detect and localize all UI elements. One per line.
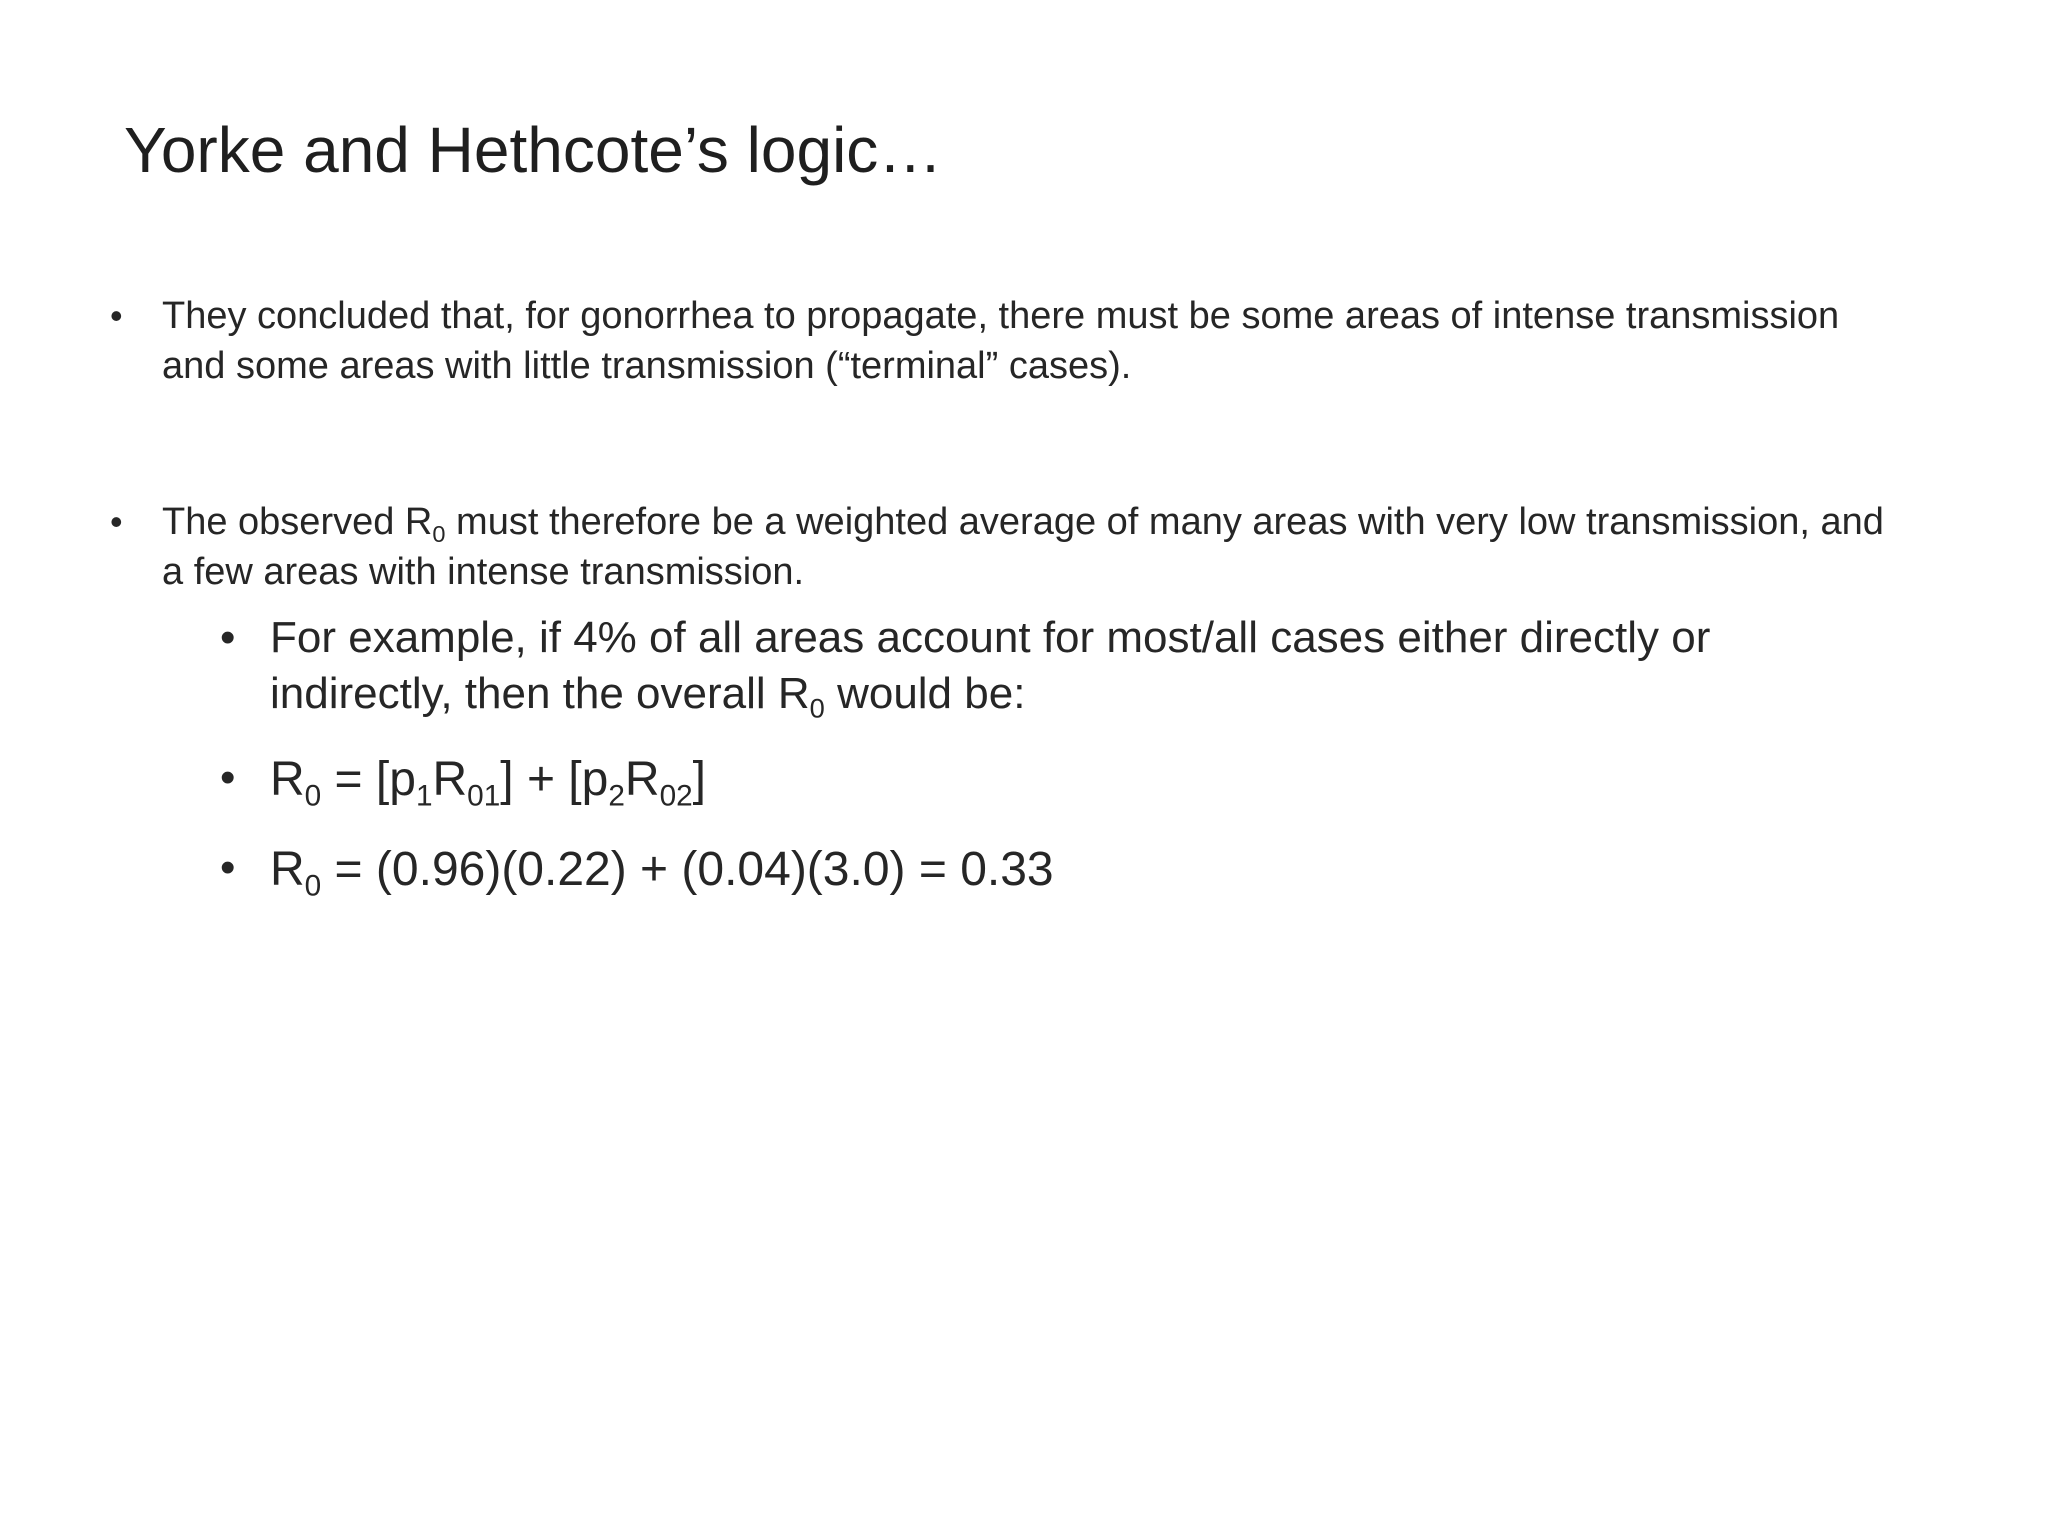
bullet-text: They concluded that, for gonorrhea to propagate, there must be some areas of intense transmission and some areas with little transmission (“terminal” cases). (162, 295, 1840, 387)
bullet-text (270, 610, 1870, 722)
text-part: ] + [p (500, 753, 609, 806)
bullet-text (162, 497, 1902, 597)
text-part: = (0.96)(0.22) + (0.04)(3.0) = 0.33 (321, 843, 1054, 896)
subscript: 2 (608, 779, 625, 813)
text-part: = [p (321, 753, 416, 806)
calculation-text (270, 840, 1870, 903)
bullet-dot: • (110, 295, 123, 336)
subscript: 02 (659, 779, 693, 813)
text-part: R (270, 843, 305, 896)
bullet-dot: • (110, 501, 123, 542)
bullet-dot: • (220, 843, 236, 892)
subscript: 0 (304, 779, 322, 813)
subscript: 0 (432, 521, 446, 548)
subscript: 0 (304, 869, 322, 903)
formula-text (270, 750, 1870, 813)
bullet-dot: • (220, 753, 236, 802)
subscript: 1 (415, 779, 433, 813)
text-part: For example, if 4% of all areas account for most/all cases either directly or indirectly, then the overall R (270, 613, 1711, 718)
bullet-dot: • (220, 613, 236, 662)
text-part: ] (692, 753, 706, 806)
text-part: R (432, 753, 468, 806)
subscript: 01 (467, 779, 501, 813)
text-part: must therefore be a weighted average of many areas with very low transmission, and a few areas with intense transmission. (162, 501, 1884, 593)
text-part: R (270, 753, 305, 806)
text-part: R (624, 753, 660, 806)
slide-title: Yorke and Hethcote’s logic… (124, 114, 943, 186)
text-part: The observed R (162, 501, 433, 543)
subscript: 0 (809, 692, 825, 724)
text-part: would be: (824, 669, 1026, 718)
